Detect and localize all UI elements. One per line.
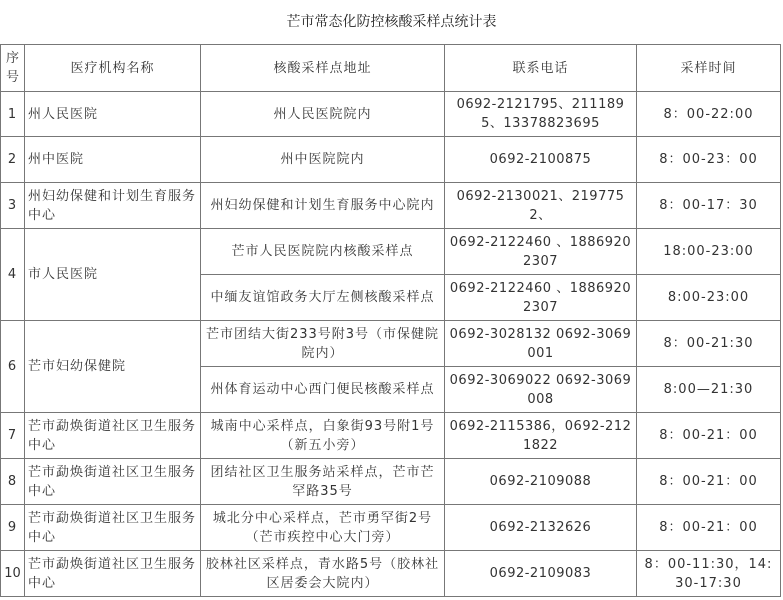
page-title: 芒市常态化防控核酸采样点统计表	[286, 14, 497, 30]
cell-time: 8：00-17：30	[637, 183, 781, 229]
cell-org: 芒市勐焕街道社区卫生服务中心	[25, 551, 201, 597]
cell-addr: 州中医院院内	[201, 137, 445, 183]
cell-time: 8:00—21:30	[637, 367, 781, 413]
table-row	[1, 229, 781, 275]
cell-addr: 中缅友谊馆政务大厅左侧核酸采样点	[201, 275, 445, 321]
cell-phone: 0692-2122460 、18869202307	[445, 275, 637, 321]
cell-org: 芒市勐焕街道社区卫生服务中心	[25, 505, 201, 551]
cell-addr: 城北分中心采样点，芒市勇罕街2号（芒市疾控中心大门旁）	[201, 505, 445, 551]
cell-phone: 0692-2100875	[445, 137, 637, 183]
cell-seq: 9	[1, 505, 25, 551]
cell-time: 8:00-23:00	[637, 275, 781, 321]
cell-addr: 州妇幼保健和计划生育服务中心院内	[201, 183, 445, 229]
header-seq: 序号	[1, 45, 25, 92]
table-header-row	[1, 45, 781, 92]
cell-org: 州人民医院	[25, 92, 201, 137]
cell-seq: 10	[1, 551, 25, 597]
cell-addr: 城南中心采样点，白象街93号附1号（新五小旁）	[201, 413, 445, 459]
cell-seq: 7	[1, 413, 25, 459]
cell-addr: 州体育运动中心西门便民核酸采样点	[201, 367, 445, 413]
cell-seq: 4	[1, 229, 25, 321]
cell-time: 8：00-21：00	[637, 505, 781, 551]
cell-seq: 8	[1, 459, 25, 505]
table-row	[1, 183, 781, 229]
table-row	[1, 551, 781, 597]
cell-phone: 0692-3069022 0692-3069008	[445, 367, 637, 413]
cell-time: 18:00-23:00	[637, 229, 781, 275]
table-row	[1, 505, 781, 551]
header-org: 医疗机构名称	[25, 45, 201, 92]
cell-time: 8：00-23：00	[637, 137, 781, 183]
cell-seq: 6	[1, 321, 25, 413]
cell-org: 州中医院	[25, 137, 201, 183]
table-row	[1, 459, 781, 505]
cell-addr: 芒市人民医院院内核酸采样点	[201, 229, 445, 275]
table-row	[1, 321, 781, 367]
header-addr: 核酸采样点地址	[201, 45, 445, 92]
cell-org: 市人民医院	[25, 229, 201, 321]
table-row	[1, 137, 781, 183]
cell-seq: 2	[1, 137, 25, 183]
cell-phone: 0692-3028132 0692-3069001	[445, 321, 637, 367]
cell-org: 芒市勐焕街道社区卫生服务中心	[25, 459, 201, 505]
cell-addr: 胶林社区采样点，青水路5号（胶林社区居委会大院内）	[201, 551, 445, 597]
cell-org: 州妇幼保健和计划生育服务中心	[25, 183, 201, 229]
cell-time: 8：00-21：00	[637, 459, 781, 505]
cell-phone: 0692-2109088	[445, 459, 637, 505]
cell-org: 芒市妇幼保健院	[25, 321, 201, 413]
header-phone: 联系电话	[445, 45, 637, 92]
header-time: 采样时间	[637, 45, 781, 92]
cell-seq: 1	[1, 92, 25, 137]
cell-addr: 团结社区卫生服务站采样点，芒市芒罕路35号	[201, 459, 445, 505]
cell-org: 芒市勐焕街道社区卫生服务中心	[25, 413, 201, 459]
cell-time: 8：00-21：00	[637, 413, 781, 459]
sampling-sites-table	[0, 44, 781, 597]
cell-addr: 芒市团结大街233号附3号（市保健院院内）	[201, 321, 445, 367]
cell-phone: 0692-2130021、2197752、	[445, 183, 637, 229]
cell-time: 8：00-21:30	[637, 321, 781, 367]
table-row	[1, 92, 781, 137]
cell-phone: 0692-2132626	[445, 505, 637, 551]
cell-time: 8：00-22:00	[637, 92, 781, 137]
cell-seq: 3	[1, 183, 25, 229]
table-row	[1, 413, 781, 459]
cell-phone: 0692-2115386，0692-2121822	[445, 413, 637, 459]
cell-phone: 0692-2122460 、18869202307	[445, 229, 637, 275]
cell-phone: 0692-2109083	[445, 551, 637, 597]
cell-phone: 0692-2121795、2111895、13378823695	[445, 92, 637, 137]
cell-time: 8：00-11:30，14:30-17:30	[637, 551, 781, 597]
cell-addr: 州人民医院院内	[201, 92, 445, 137]
